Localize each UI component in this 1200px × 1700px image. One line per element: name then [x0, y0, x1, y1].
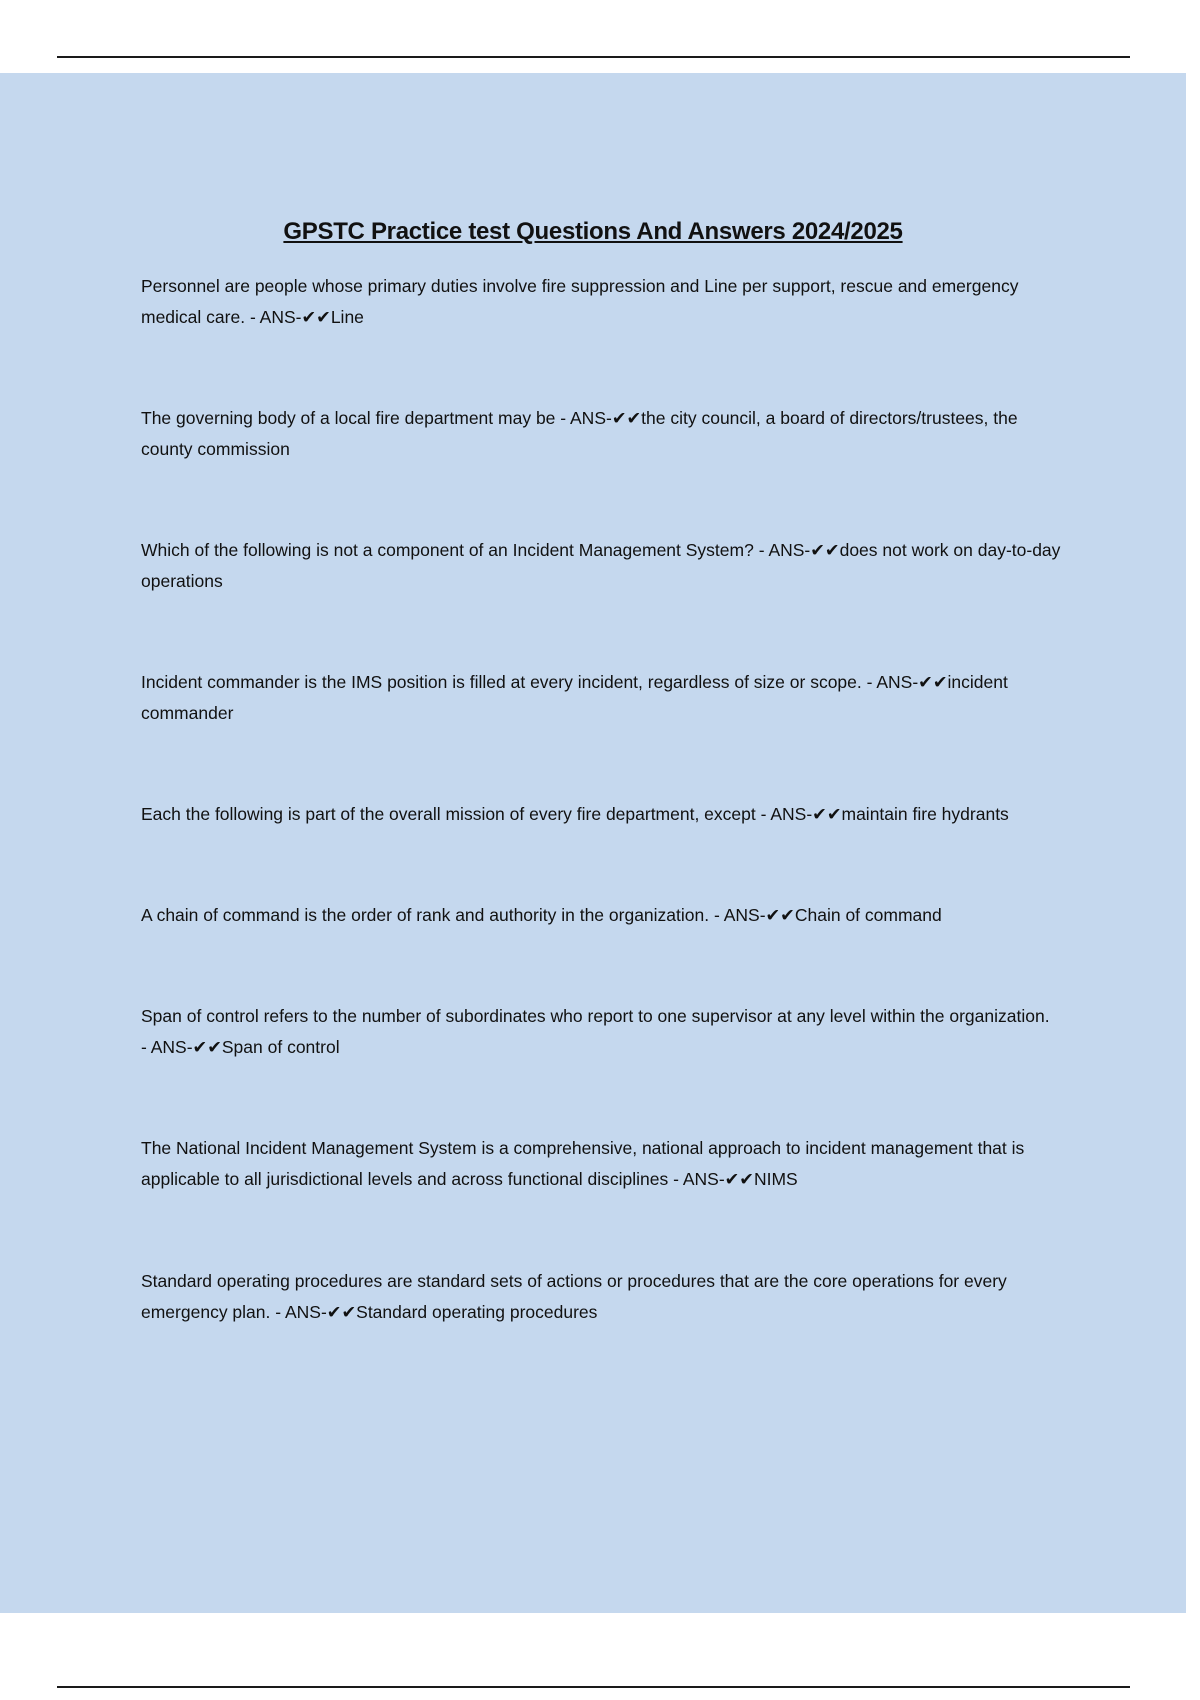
top-rule	[57, 56, 1130, 58]
question-text: Which of the following is not a component of an Incident Management System?	[141, 540, 754, 560]
bottom-rule	[57, 1686, 1130, 1688]
answer-text: Chain of command	[794, 905, 942, 925]
answer-marker: - ANS-✔✔	[673, 1169, 754, 1189]
qa-item	[141, 667, 1061, 729]
qa-item	[141, 535, 1061, 597]
answer-text: Line	[330, 307, 364, 327]
answer-marker: - ANS-✔✔	[760, 804, 842, 824]
question-text: Each the following is part of the overall mission of every fire department, except	[141, 804, 756, 824]
answer-text: maintain fire hydrants	[841, 804, 1009, 824]
qa-list	[141, 271, 1061, 1328]
question-text: Standard operating procedures are standard sets of actions or procedures that are the core operations for every emergency plan.	[141, 1271, 1007, 1322]
qa-item	[141, 1133, 1061, 1195]
qa-item	[141, 1266, 1061, 1328]
question-text: Span of control refers to the number of subordinates who report to one supervisor at any level within the organization.	[141, 1006, 1050, 1026]
question-text: A chain of command is the order of rank and authority in the organization.	[141, 905, 710, 925]
document-title: GPSTC Practice test Questions And Answers 2024/2025	[283, 218, 903, 245]
question-text: Personnel are people whose primary duties involve fire suppression and Line per support, rescue and emergency medical care.	[141, 276, 1019, 327]
answer-text: incident commander	[141, 672, 1008, 723]
question-text: The National Incident Management System is a comprehensive, national approach to incident management that is applicable to all jurisdictional levels and across functional disciplines	[141, 1138, 1025, 1189]
answer-marker: - ANS-✔✔	[560, 408, 642, 428]
answer-text: does not work on day-to-day operations	[141, 540, 1061, 591]
answer-marker: - ANS-✔✔	[141, 1037, 222, 1057]
answer-marker: - ANS-✔✔	[758, 540, 840, 560]
qa-item	[141, 271, 1061, 333]
qa-item	[141, 799, 1061, 830]
qa-item	[141, 900, 1061, 931]
question-text: The governing body of a local fire department may be	[141, 408, 556, 428]
answer-text: Span of control	[221, 1037, 340, 1057]
qa-item	[141, 1001, 1061, 1063]
question-text: Incident commander is the IMS position is filled at every incident, regardless of size or scope.	[141, 672, 862, 692]
qa-item	[141, 403, 1061, 465]
answer-marker: - ANS-✔✔	[275, 1302, 357, 1322]
answer-marker: - ANS-✔✔	[249, 307, 331, 327]
answer-text: NIMS	[753, 1169, 798, 1189]
answer-marker: - ANS-✔✔	[866, 672, 948, 692]
answer-text: the city council, a board of directors/trustees, the county commission	[141, 408, 1018, 459]
answer-text: Standard operating procedures	[356, 1302, 598, 1322]
answer-marker: - ANS-✔✔	[713, 905, 795, 925]
